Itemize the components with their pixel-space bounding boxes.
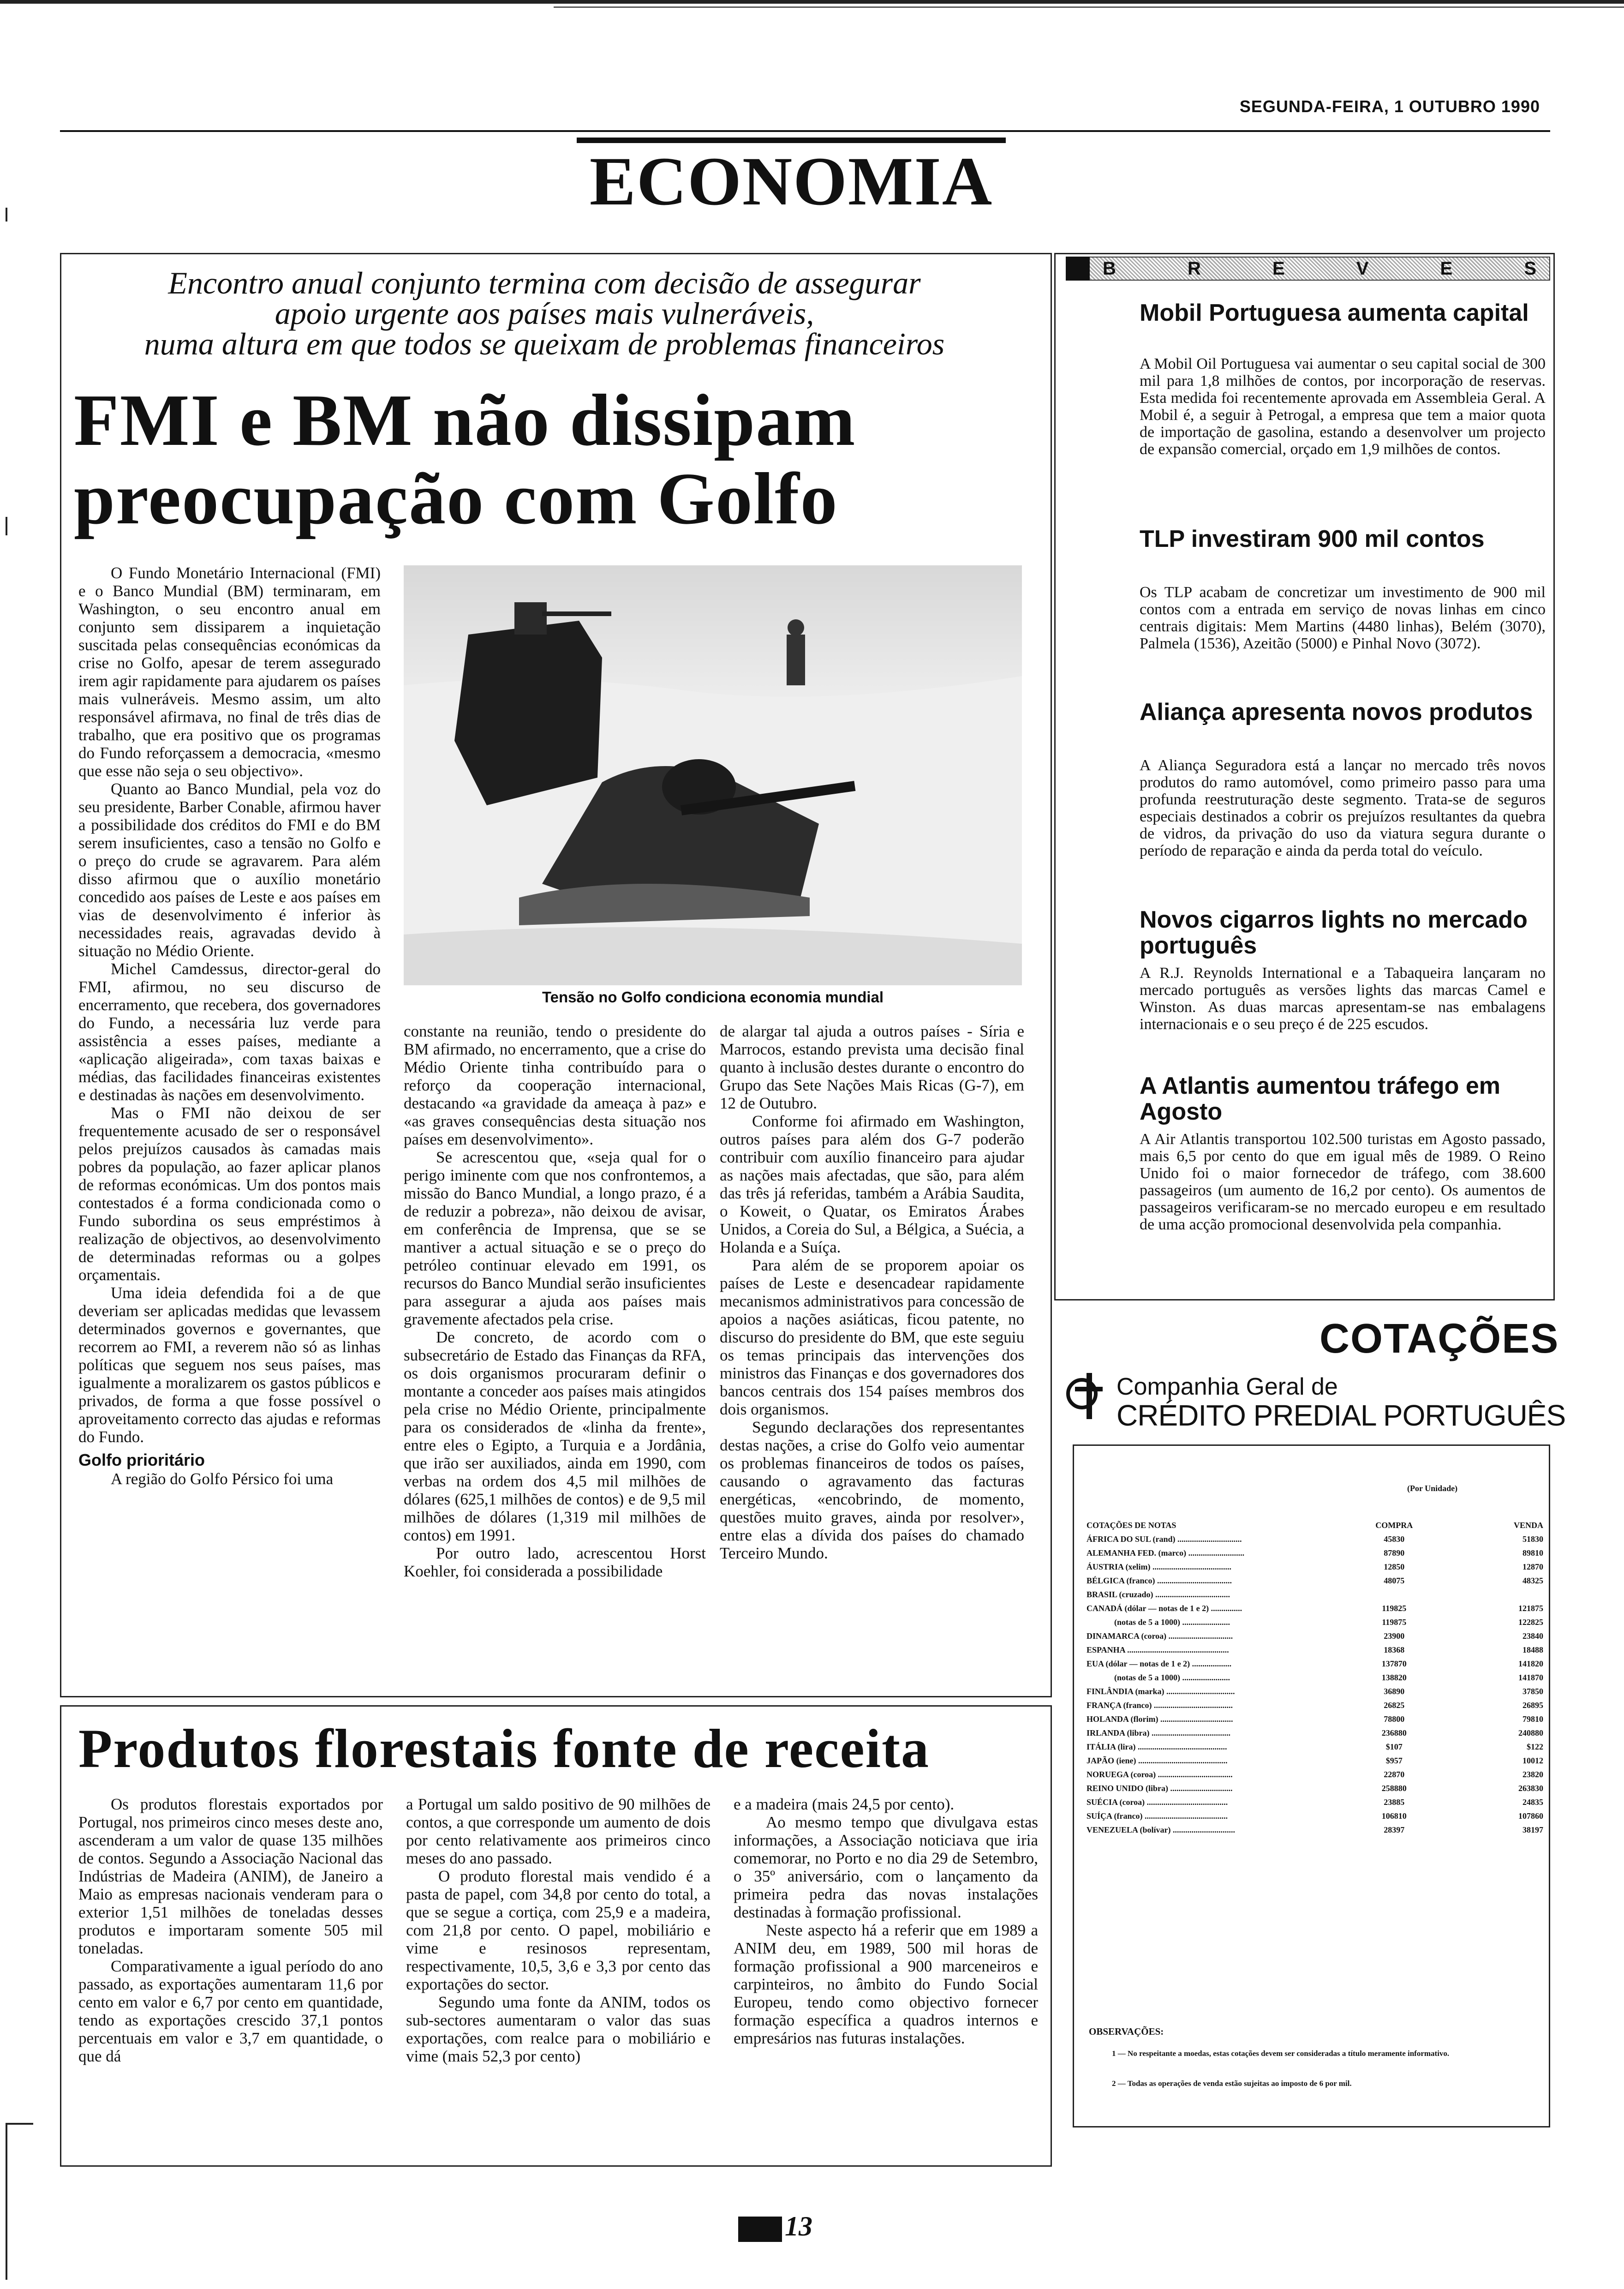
paragraph: Segundo uma fonte da ANIM, todos os sub-sectores aumentaram o valor das suas exportações, com realce para o mobiliário e vime (mais 52,3 por cento) [406, 1993, 710, 2065]
breves-title [1103, 257, 1536, 281]
buy-rate: 258880 [1381, 1783, 1407, 1793]
scan-mark [6, 208, 7, 222]
buy-rate: 12850 [1384, 1562, 1405, 1571]
bank-name-line1: Companhia Geral de [1116, 1373, 1338, 1400]
paragraph: e a madeira (mais 24,5 por cento). [734, 1795, 955, 1813]
currency-name: FRANÇA (franco) ...................................... [1087, 1700, 1233, 1710]
observations-title: OBSERVAÇÕES: [1089, 2026, 1164, 2037]
rate-row [1087, 1546, 1543, 1560]
section-bar [577, 138, 1006, 143]
buy-rate: 48075 [1384, 1576, 1405, 1585]
buy-rate [1348, 1588, 1441, 1601]
rate-row [1087, 1615, 1543, 1629]
rate-row [1087, 1795, 1543, 1809]
second-column-1 [78, 1795, 383, 2065]
buy-rate: 28397 [1384, 1825, 1405, 1834]
kicker-line: numa altura em que todos se queixam de problemas financeiros [144, 326, 945, 361]
paragraph: Comparativamente a igual período do ano passado, as exportações aumentaram 11,6 por cento em valor e 6,7 por cento em quantidade, tendo as exportações crescido 37,1 pontos percentuais em valor e 3,7 em quantidade, o que dá [78, 1957, 383, 2065]
sell-rate: 23840 [1522, 1631, 1543, 1641]
scan-mark [6, 2123, 7, 2280]
currency-name: REINO UNIDO (libra) .............................. [1087, 1783, 1233, 1793]
currency-name: VENEZUELA (bolívar) .............................. [1087, 1825, 1236, 1834]
buy-rate: 119825 [1382, 1603, 1407, 1613]
rate-row [1087, 1740, 1543, 1754]
breve-text: A Air Atlantis transportou 102.500 turistas em Agosto passado, mais 6,5 por cento do que em igual mês de 1989. O Reino Unido foi o maior fornecedor de tráfego, com 38.600 passageiros (um aumento de 16,2 por cento). Os aumentos de passageiros verificaram-se no mercado europeu e em resultado de uma acção promocional desenvolvida pela companhia. [1140, 1131, 1546, 1233]
paragraph: Conforme foi afirmado em Washington, outros países para além dos G-7 poderão contribuir com auxílio financeiro para ajudar as nações mais afectadas, que são, para além das três já referidas, também a Arábia Saudita, o Koweit, o Quatar, os Emiratos Árabes Unidos, a Coreia do Sul, a Bélgica, a Suécia, a Holanda e a Suíça. [720, 1112, 1024, 1256]
sell-rate: 79810 [1522, 1714, 1543, 1724]
rates-header-row [1087, 1518, 1543, 1532]
rates-unit: (Por Unidade) [1407, 1484, 1458, 1493]
buy-rate: 78800 [1384, 1714, 1405, 1724]
rate-row [1087, 1588, 1543, 1601]
paragraph: Mas o FMI não deixou de ser frequentemente acusado de ser o responsável pelos prejuízos causados às camadas mais pobres da população, ao fazer aplicar planos de reformas económicas. Um dos pontos mais contestados é a forma condicionada como o Fundo subordina os seus empréstimos à realização de objectivos, ao desenvolvimento de determinadas reformas ou a golpes orçamentais. [78, 1104, 381, 1284]
breves-letter: E [1440, 258, 1453, 279]
photo-caption: Tensão no Golfo condiciona economia mundial [542, 989, 884, 1006]
paragraph: Ao mesmo tempo que divulgava estas informações, a Associação noticiava que iria comemorar, no Porto e no dia 29 de Setembro, o 35º aniversário, com o lançamento da primeira pedra das novas instalações destinadas à formação profissional. [734, 1813, 1038, 1921]
rate-row [1087, 1684, 1543, 1698]
news-photo [404, 565, 1022, 985]
currency-name: ESPANHA ................................................. [1087, 1645, 1229, 1654]
buy-rate: $957 [1385, 1756, 1403, 1765]
breve-title: Mobil Portuguesa aumenta capital [1140, 300, 1529, 326]
kicker-line: apoio urgente aos países mais vulneráveis, [275, 296, 814, 331]
paragraph: Se acrescentou que, «seja qual for o perigo iminente com que nos confrontemos, a missão do Banco Mundial, a longo prazo, é a de reduzir a pobreza», não deixou de avisar, em conferência de Imprensa, que se se mantiver a actual situação e se o preço do petróleo continuar elevado em 1991, os recursos do Banco Mundial serão insuficientes para assegurar a ajuda aos países mais gravemente afectados pela crise. [404, 1148, 706, 1328]
breve-title: Novos cigarros lights no mercado português [1140, 906, 1528, 959]
top-border [0, 0, 1624, 4]
breve-title: Aliança apresenta novos produtos [1140, 699, 1533, 725]
sell-rate: 38197 [1522, 1825, 1543, 1834]
paragraph: constante na reunião, tendo o presidente do BM afirmado, no encerramento, que a crise do Médio Oriente tinha contribuído para o reforço da cooperação internacional, destacando «a gravidade da ameaça à paz» e «as graves consequências desta situação nos países em desenvolvimento». [404, 1022, 706, 1148]
publication-logo-icon [738, 2217, 782, 2242]
sell-rate: 141820 [1518, 1659, 1543, 1668]
paragraph: Segundo declarações dos representantes destas nações, a crise do Golfo veio aumentar os problemas financeiros de todos os países, causando o agravamento das facturas energéticas, «encobrindo, de momento, questões muito graves, ainda por resolver», entre elas a dívida dos países do chamado Terceiro Mundo. [720, 1418, 1024, 1562]
bank-name-line2: CRÉDITO PREDIAL PORTUGUÊS [1116, 1399, 1566, 1432]
cotacoes-title: COTAÇÕES [1320, 1316, 1559, 1362]
paragraph: O Fundo Monetário Internacional (FMI) e o Banco Mundial (BM) terminaram, em Washington, o seu encontro anual em conjunto sem dissiparem a inquietação suscitada pelas consequências económicas da crise no Golfo, apesar de terem assegurado irem agir rapidamente para ajudarem os países mais vulneráveis. Mesmo assim, um alto responsável afirmava, no final de três dias de trabalho, que era positivo que os programas do Fundo reforçassem a democracia, «mesmo que esse não seja o seu objectivo». [78, 564, 381, 780]
paragraph: A região do Golfo Pérsico foi uma [111, 1470, 334, 1488]
sell-rate: 141870 [1518, 1672, 1543, 1682]
breves-letter: V [1356, 258, 1369, 279]
buy-rate: 45830 [1384, 1534, 1405, 1544]
sell-rate [1441, 1588, 1543, 1601]
sell-rate: 23820 [1522, 1769, 1543, 1779]
sell-rate: 122825 [1518, 1617, 1543, 1627]
breve-text: A Mobil Oil Portuguesa vai aumentar o seu capital social de 300 mil para 1,8 milhões de contos, por incorporação de reservas. Esta medida foi recentemente aprovada em Assembleia Geral. A Mobil é, a seguir à Petrogal, a empresa que tem a maior quota de importação de gasolina, estando a desenvolver um projecto de expansão comercial, orçado em 1,9 milhões de contos. [1140, 355, 1546, 458]
rate-row [1087, 1532, 1543, 1546]
sell-rate: 121875 [1518, 1603, 1543, 1613]
buy-rate: $107 [1385, 1742, 1403, 1751]
currency-name: (notas de 5 a 1000) ....................... [1114, 1617, 1230, 1627]
bank-logo-icon [1066, 1368, 1110, 1424]
rate-row [1087, 1754, 1543, 1768]
buy-rate: 26825 [1384, 1700, 1405, 1710]
paragraph: a Portugal um saldo positivo de 90 milhões de contos, a que corresponde um aumento de dois por cento relativamente aos primeiros cinco meses do ano passado. [406, 1795, 710, 1867]
header-cell: VENDA [1513, 1520, 1543, 1530]
rates-table [1087, 1518, 1543, 1837]
buy-rate: 236880 [1381, 1728, 1407, 1738]
second-column-2 [406, 1795, 710, 2065]
soldiers-desert-image [404, 565, 1022, 985]
paragraph: de alargar tal ajuda a outros países - Síria e Marrocos, estando prevista uma decisão final quanto à inclusão destes durante o encontro do Grupo das Sete Nações Mais Ricas (G-7), em 12 de Outubro. [720, 1022, 1024, 1112]
sell-rate: 263830 [1518, 1783, 1543, 1793]
currency-name: FINLÂNDIA (marka) ................................. [1087, 1686, 1235, 1696]
breve-text: A Aliança Seguradora está a lançar no mercado três novos produtos do ramo automóvel, como primeiro passo para uma profunda reestruturação deste segmento. Trata-se de seguros especiais destinados a cobrir os prejuízos resultantes da quebra de vidros, da privação do uso da viatura segura durante o período de reparação e ainda da perda total do veículo. [1140, 757, 1546, 859]
paragraph: De concreto, de acordo com o subsecretário de Estado das Finanças da RFA, os dois organismos procuraram definir o montante a conceder aos países mais atingidos pela crise no Médio Oriente, principalmente para os considerados de «linha da frente», entre eles o Egipto, a Turquia e a Jordânia, que irão ser auxiliados, ainda em 1990, com verbas na ordem dos 4,5 mil milhões de dólares (625,1 milhões de contos) e de 9,5 mil milhões de dólares (1,319 mil milhões de contos) em 1991. [404, 1328, 706, 1544]
currency-name: (notas de 5 a 1000) ....................... [1114, 1672, 1230, 1682]
sell-rate: 12870 [1522, 1562, 1543, 1571]
headline-line: FMI e BM não dissipam [74, 379, 856, 461]
lead-kicker [65, 265, 1024, 361]
paragraph: Quanto ao Banco Mundial, pela voz do seu presidente, Barber Conable, afirmou haver a possibilidade dos créditos do FMI e do BM serem insuficientes, caso a tensão no Golfo e o preço do crude se agravarem. Para além disso afirmou que o auxílio monetário concedido aos países de Leste e aos países em vias de desenvolvimento é inferior às necessidades reais, agravadas devido à situação no Médio Oriente. [78, 780, 381, 960]
rate-row [1087, 1726, 1543, 1740]
observation-note: 2 — Todas as operações de venda estão sujeitas ao imposto de 6 por mil. [1112, 2079, 1352, 2088]
header-cell: COTAÇÕES DE NOTAS [1087, 1520, 1176, 1530]
sell-rate: $122 [1527, 1742, 1543, 1751]
buy-rate: 137870 [1381, 1659, 1407, 1668]
rate-row [1087, 1601, 1543, 1615]
sell-rate: 26895 [1522, 1700, 1543, 1710]
top-border-thin [554, 6, 1624, 8]
buy-rate: 36890 [1384, 1686, 1405, 1696]
buy-rate: 87890 [1384, 1548, 1405, 1558]
breves-letter: B [1103, 258, 1116, 279]
rate-row [1087, 1768, 1543, 1781]
second-headline: Produtos florestais fonte de receita [78, 1718, 930, 1779]
sell-rate: 240880 [1518, 1728, 1543, 1738]
kicker-line: Encontro anual conjunto termina com decisão de assegurar [168, 265, 921, 300]
currency-name: BRASIL (cruzado) .................................... [1087, 1589, 1230, 1599]
scan-mark [6, 2123, 33, 2125]
sell-rate: 48325 [1522, 1576, 1543, 1585]
currency-name: CANADÁ (dólar — notas de 1 e 2) ............... [1087, 1603, 1242, 1613]
rate-row [1087, 1809, 1543, 1823]
paragraph: Neste aspecto há a referir que em 1989 a ANIM deu, em 1989, 500 mil horas de formação profissional a 900 marceneiros e carpinteiros, no âmbito do Fundo Social Europeu, tendo como objectivo fornecer formação específica a quadros internos e empresários nas futuras instalações. [734, 1921, 1038, 2047]
breve-text: A R.J. Reynolds International e a Tabaqueira lançaram no mercado português as versões lights das marcas Camel e Winston. As duas marcas apresentam-se nas embalagens internacionais e o seu preço é de 225 escudos. [1140, 965, 1546, 1033]
currency-name: BÉLGICA (franco) .................................... [1087, 1576, 1232, 1585]
currency-name: NORUEGA (coroa) .................................... [1087, 1769, 1233, 1779]
currency-name: SUÍÇA (franco) ........................................ [1087, 1811, 1228, 1821]
rate-row [1087, 1781, 1543, 1795]
buy-rate: 23885 [1384, 1797, 1405, 1807]
buy-rate: 119875 [1382, 1617, 1407, 1627]
sell-rate: 51830 [1522, 1534, 1543, 1544]
headline-line: preocupação com Golfo [74, 457, 838, 539]
scan-mark [6, 517, 7, 535]
observation-note: 1 — No respeitante a moedas, estas cotações devem ser consideradas a título meramente informativo. [1112, 2049, 1450, 2058]
section-title: ECONOMIA [589, 143, 993, 220]
header-cell: COMPRA [1375, 1520, 1413, 1530]
currency-name: IRLANDA (libra) ...................................... [1087, 1728, 1231, 1738]
paragraph: Por outro lado, acrescentou Horst Koehler, foi considerada a possibilidade [404, 1544, 706, 1580]
rate-row [1087, 1574, 1543, 1588]
lead-headline [74, 381, 1043, 538]
buy-rate: 23900 [1384, 1631, 1405, 1641]
subheading: Golfo prioritário [78, 1450, 205, 1469]
breve-text: Os TLP acabam de concretizar um investimento de 900 mil contos com a entrada em serviço de novas linhas em cinco centrais digitais: Mem Martins (4480 linhas), Belém (3070), Palmela (1536), Azeitão (5000) e Pinhal Novo (3072). [1140, 584, 1546, 652]
rate-row [1087, 1643, 1543, 1657]
paragraph: Para além de se proporem apoiar os países de Leste e desencadear rapidamente mecanismos administrativos para concessão de apoios a nações asiáticas, ficou patente, no discurso do presidente do BM, que este seguiu os temas principais das intervenções dos ministros das Finanças e dos governadores dos bancos centrais dos 154 países membros dos dois organismos. [720, 1256, 1024, 1418]
page-footer [738, 2211, 812, 2242]
breve-title: TLP investiram 900 mil contos [1140, 526, 1485, 552]
buy-rate: 22870 [1384, 1769, 1405, 1779]
lead-column-2 [404, 1022, 706, 1580]
buy-rate: 106810 [1381, 1811, 1407, 1821]
lead-column-1 [78, 564, 381, 1488]
currency-name: ALEMANHA FED. (marco) ........................... [1087, 1548, 1245, 1558]
buy-rate: 138820 [1381, 1672, 1407, 1682]
currency-name: ITÁLIA (lira) ........................................... [1087, 1742, 1227, 1751]
currency-name: DINAMARCA (coroa) ............................... [1087, 1631, 1233, 1641]
breves-letter: E [1272, 258, 1285, 279]
lead-column-3 [720, 1022, 1024, 1562]
buy-rate: 18368 [1384, 1645, 1405, 1654]
second-column-3 [734, 1795, 1038, 2047]
issue-date: SEGUNDA-FEIRA, 1 OUTUBRO 1990 [1239, 97, 1540, 116]
currency-name: ÁUSTRIA (xelim) ...................................... [1087, 1562, 1231, 1571]
header-rule [60, 130, 1550, 132]
page-number: 13 [785, 2211, 812, 2241]
breves-letter: R [1187, 258, 1201, 279]
sell-rate: 89810 [1522, 1548, 1543, 1558]
currency-name: EUA (dólar — notas de 1 e 2) ................... [1087, 1659, 1232, 1668]
rate-row [1087, 1629, 1543, 1643]
paragraph: Uma ideia defendida foi a de que deveriam ser aplicadas medidas que levassem determinados governos e governantes, que recorrem ao FMI, a reverem não só as linhas políticas que seguem nos seus países, mas igualmente a moralizarem os gastos públicos e privados, de forma a que fosse possível o aproveitamento correcto das ajudas e reformas do Fundo. [78, 1284, 381, 1446]
rate-row [1087, 1657, 1543, 1671]
currency-name: SUÉCIA (coroa) ....................................... [1087, 1797, 1228, 1807]
paragraph: Michel Camdessus, director-geral do FMI, afirmou, no seu discurso de encerramento, que recebera, dos governadores do Fundo, a necessária luz verde para assistência a esses países, mediante a «aplicação aligeirada», com taxas baixas e médias, das facilidades financeiras existentes e destinadas às nações em desenvolvimento. [78, 960, 381, 1104]
breves-square-icon [1066, 257, 1090, 281]
breve-title: A Atlantis aumentou tráfego em Agosto [1140, 1073, 1501, 1125]
currency-name: JAPÃO (iene) ........................................... [1087, 1756, 1228, 1765]
currency-name: ÁFRICA DO SUL (rand) ............................... [1087, 1534, 1242, 1544]
rate-row [1087, 1823, 1543, 1837]
rate-row [1087, 1671, 1543, 1684]
paragraph: Os produtos florestais exportados por Portugal, nos primeiros cinco meses deste ano, ascenderam a um valor de quase 135 milhões de contos. Segundo a Associação Nacional das Indústrias de Madeira (ANIM), de Janeiro a Maio as empresas nacionais venderam para o exterior 1,51 milhões de toneladas desses produtos e importaram somente 505 mil toneladas. [78, 1795, 383, 1957]
rate-row [1087, 1560, 1543, 1574]
sell-rate: 24835 [1522, 1797, 1543, 1807]
rate-row [1087, 1698, 1543, 1712]
currency-name: HOLANDA (florim) ................................... [1087, 1714, 1233, 1724]
paragraph: O produto florestal mais vendido é a pasta de papel, com 34,8 por cento do total, a que se segue a cortiça, com 25,9 e a madeira, com 21,8 por cento. O papel, mobiliário e vime e resinosos representam, respectivamente, 10,5, 3,6 e 3,3 por cento das exportações do sector. [406, 1867, 710, 1993]
sell-rate: 37850 [1522, 1686, 1543, 1696]
rate-row [1087, 1712, 1543, 1726]
sell-rate: 107860 [1518, 1811, 1543, 1821]
sell-rate: 18488 [1522, 1645, 1543, 1654]
sell-rate: 10012 [1522, 1756, 1543, 1765]
breves-letter: S [1524, 258, 1536, 279]
